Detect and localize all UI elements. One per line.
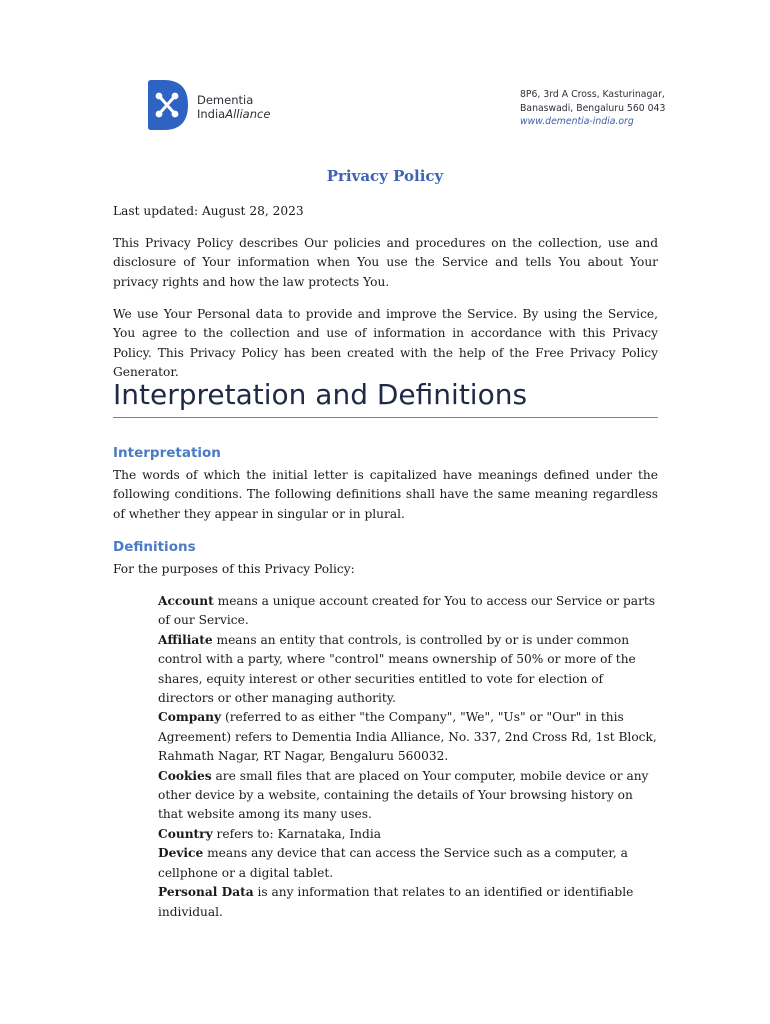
logo-line-1: Dementia	[197, 93, 254, 107]
intro-paragraph-2: We use Your Personal data to provide and improve the Service. By using the Service, You agree to the collection and use of information in accordance with this Privacy Policy. This Privacy Policy has been created with the help of the Free Privacy Policy Generator.	[113, 307, 658, 380]
definition-item	[158, 883, 658, 922]
address-line-1: 8P6, 3rd A Cross, Kasturinagar,	[520, 89, 665, 100]
definition-item	[158, 767, 658, 825]
definitions-intro: For the purposes of this Privacy Policy:	[113, 562, 355, 576]
definition-item	[158, 844, 658, 883]
address-block	[520, 88, 665, 129]
intro-paragraph-1: This Privacy Policy describes Our policies and procedures on the collection, use and disclosure of Your information when You use the Service and tells You about Your privacy rights and how the law protects You.	[113, 236, 658, 289]
interpretation-text: The words of which the initial letter is capitalized have meanings defined under the following conditions. The following definitions shall have the same meaning regardless of whether they appear in singular or in plural.	[113, 468, 658, 521]
definition-term: Country	[158, 826, 213, 841]
definitions-heading: Definitions	[113, 539, 196, 555]
definition-text: means a unique account created for You to access our Service or parts of our Service.	[158, 594, 656, 628]
definition-term: Cookies	[158, 768, 212, 783]
logo-line-2: IndiaAlliance	[197, 107, 271, 121]
section-heading: Interpretation and Definitions	[113, 378, 658, 418]
definition-text: (referred to as either "the Company", "We", "Us" or "Our" in this Agreement) refers to Dementia India Alliance, No. 337, 2nd Cross Rd, 1st Block, Rahmath Nagar, RT Nagar, Bengaluru 560032.	[158, 710, 657, 764]
definition-item	[158, 825, 658, 844]
definition-item	[158, 592, 658, 631]
definition-term: Affiliate	[158, 632, 213, 647]
definition-text: means an entity that controls, is controlled by or is under common control with a party, where "control" means ownership of 50% or more of the shares, equity interest or other securities entitled to vote for election of directors or other managing authority.	[158, 632, 636, 706]
definition-term: Account	[158, 594, 214, 608]
page-title: Privacy Policy	[326, 167, 444, 185]
definition-item	[158, 631, 658, 709]
definition-text: refers to: Karnataka, India	[212, 826, 381, 841]
interpretation-heading: Interpretation	[113, 445, 221, 461]
definition-text: is any information that relates to an identified or identifiable individual.	[158, 885, 634, 919]
definitions-list	[158, 592, 658, 922]
definition-item	[158, 708, 658, 766]
website-link[interactable]: www.dementia-india.org	[520, 116, 634, 127]
definition-term: Company	[158, 710, 222, 725]
definition-text: means any device that can access the Service such as a computer, a cellphone or a digital tablet.	[158, 846, 628, 880]
dementia-india-logo-icon	[146, 79, 190, 131]
address-line-2: Banaswadi, Bengaluru 560 043	[520, 102, 666, 114]
last-updated: Last updated: August 28, 2023	[113, 204, 304, 218]
logo-wordmark	[197, 93, 270, 121]
definition-term: Personal Data	[158, 885, 254, 900]
definition-text: are small files that are placed on Your computer, mobile device or any other device by a website, containing the details of Your browsing history on that website among its many uses.	[158, 768, 649, 822]
definition-term: Device	[158, 846, 204, 861]
letterhead	[0, 0, 770, 150]
